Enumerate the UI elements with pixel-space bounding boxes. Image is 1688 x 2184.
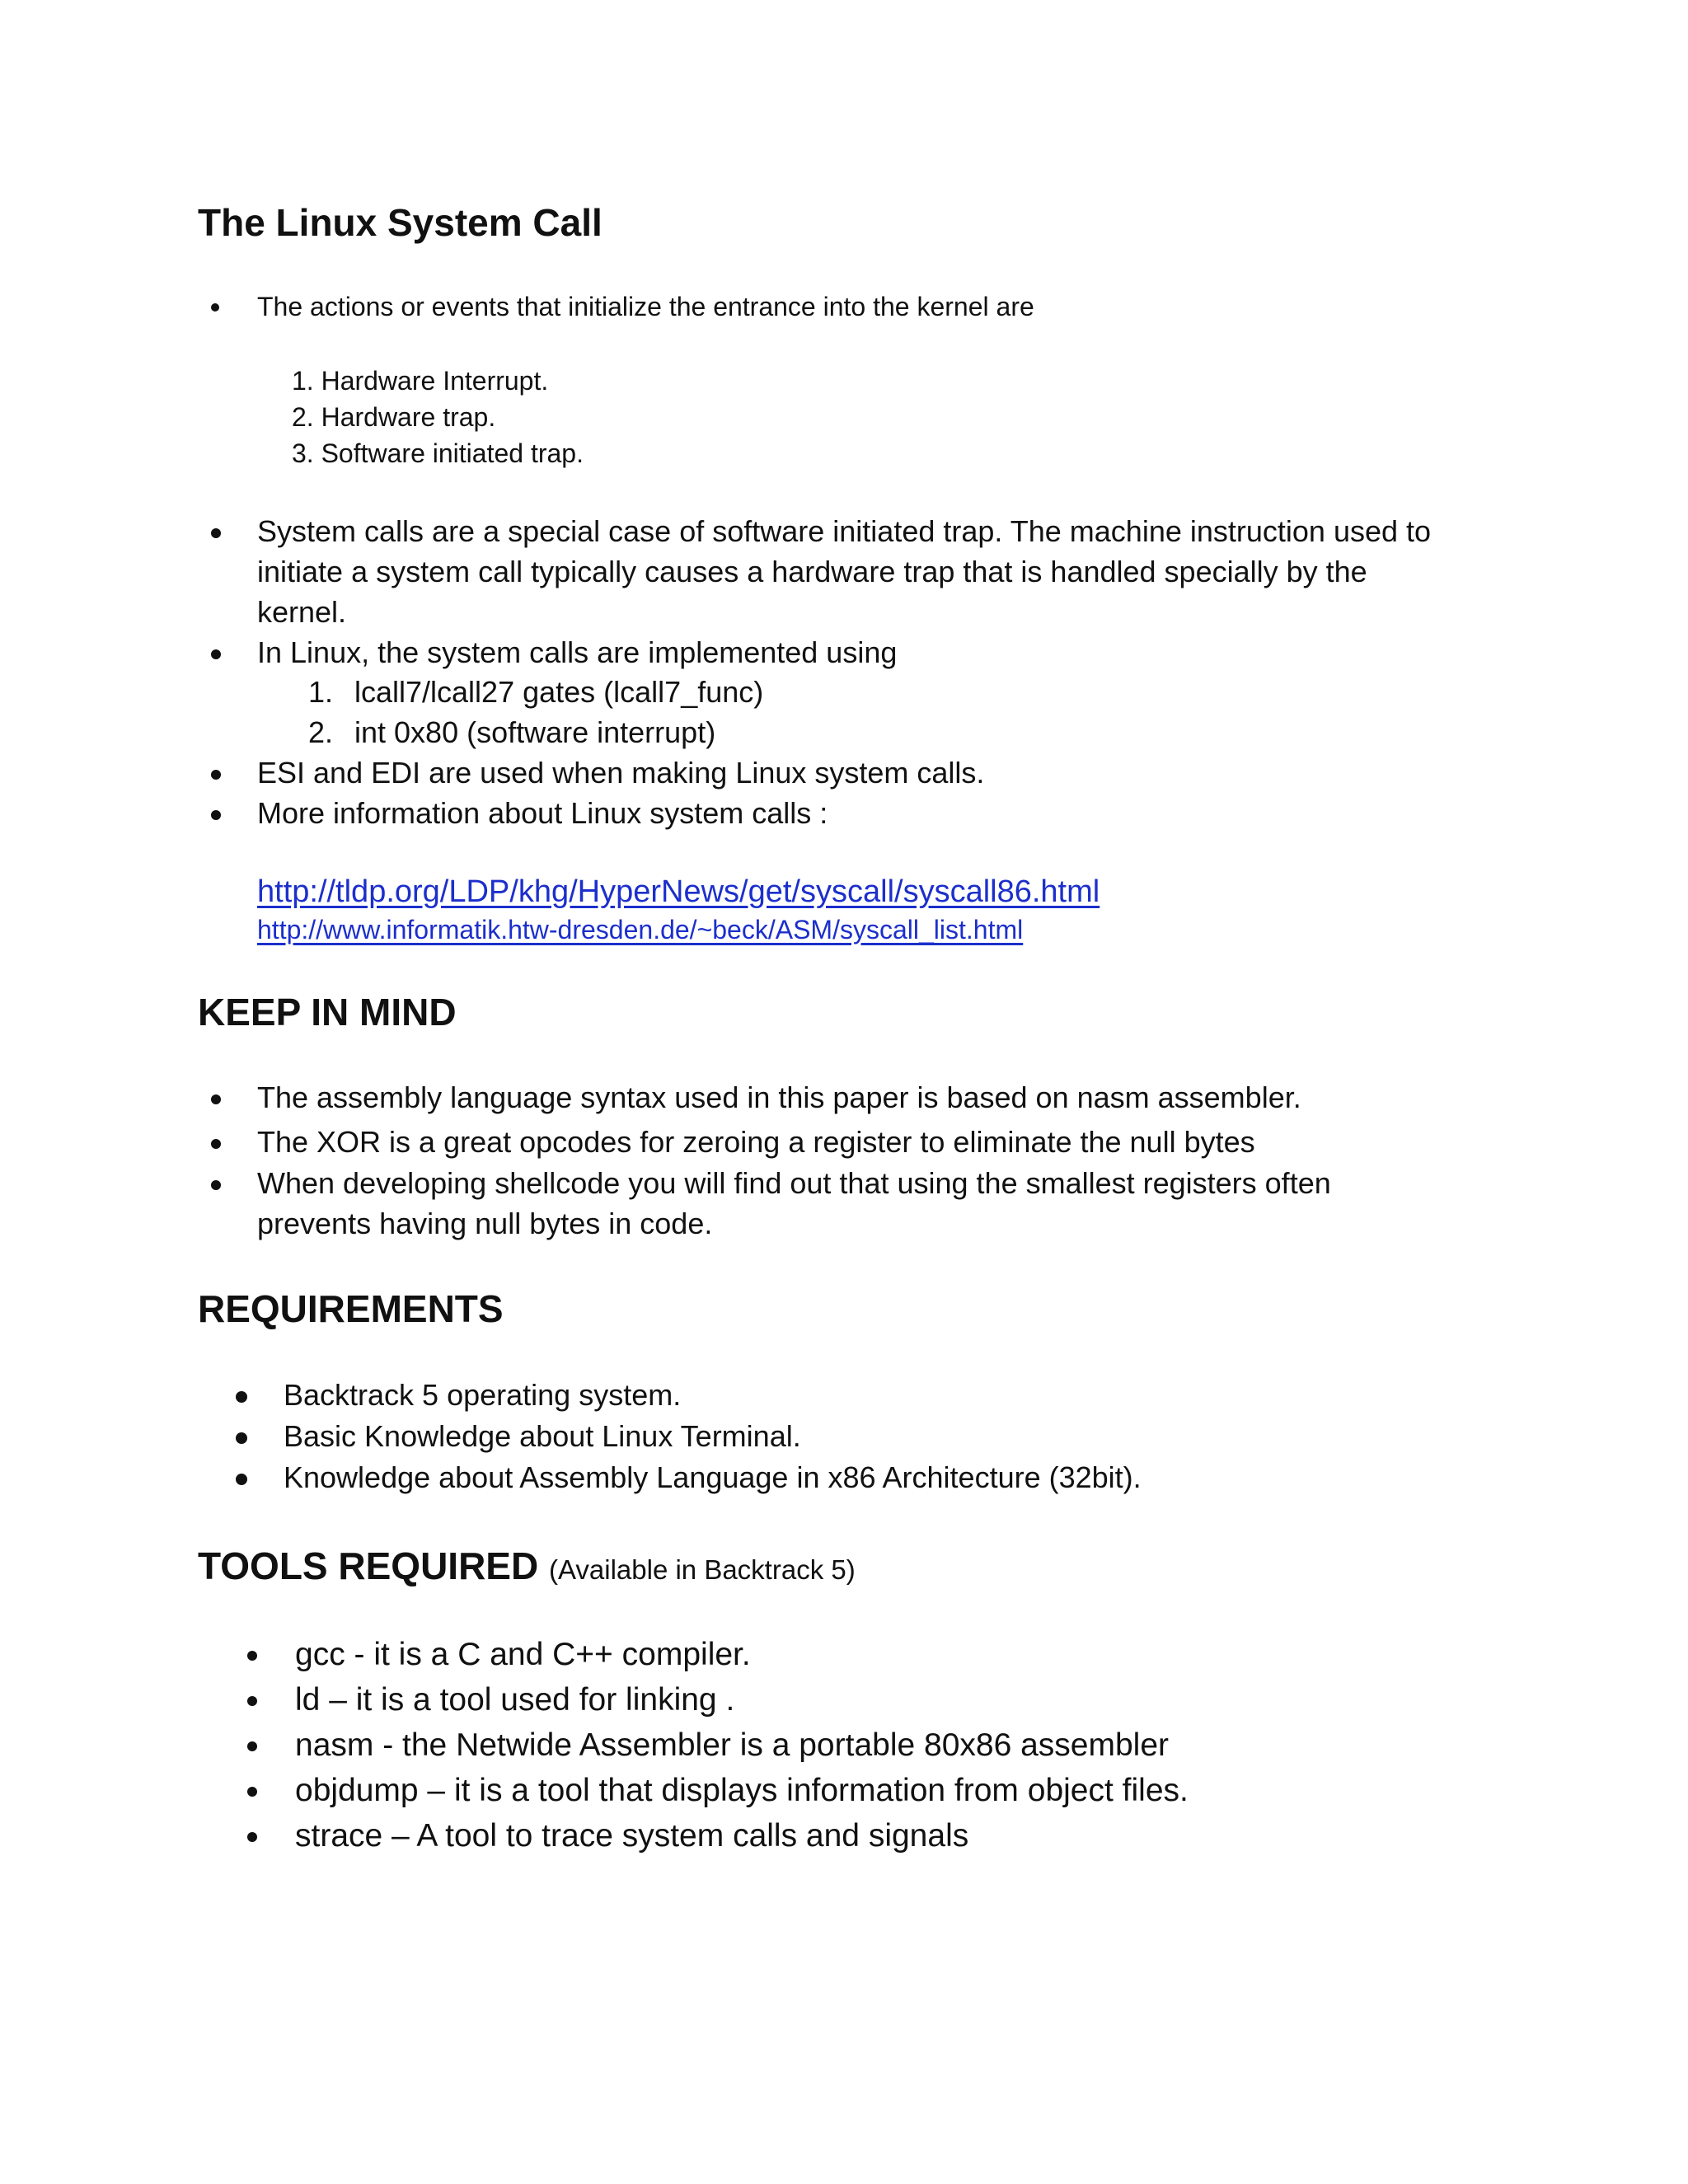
heading-keep-in-mind: KEEP IN MIND: [198, 991, 457, 1033]
bullet-icon: [211, 1094, 221, 1104]
requirement-item-2: Basic Knowledge about Linux Terminal.: [284, 1419, 801, 1453]
keep-item-3-line-1: When developing shellcode you will find out that using the smallest registers often: [257, 1166, 1331, 1200]
bullet-icon: [236, 1391, 247, 1403]
syscall-para-line-1: System calls are a special case of software initiated trap. The machine instruction used to: [257, 514, 1432, 548]
heading-requirements: REQUIREMENTS: [198, 1287, 504, 1330]
event-item-1: 1. Hardware Interrupt.: [292, 366, 549, 396]
tool-item-objdump: objdump – it is a tool that displays information from object files.: [295, 1773, 1189, 1808]
tool-item-ld: ld – it is a tool used for linking .: [295, 1682, 735, 1718]
bullet-icon: [247, 1787, 257, 1797]
tool-item-nasm: nasm - the Netwide Assembler is a portable 80x86 assembler: [295, 1727, 1170, 1763]
event-item-3: 3. Software initiated trap.: [292, 438, 584, 468]
intro-text: The actions or events that initialize the entrance into the kernel are: [257, 292, 1034, 321]
heading-tools-required: [198, 1543, 856, 1593]
event-item-2: 2. Hardware trap.: [292, 402, 496, 432]
linux-impl-text: In Linux, the system calls are implemented using: [257, 635, 898, 669]
syscall-para-line-3: kernel.: [257, 595, 347, 629]
bullet-icon: [247, 1832, 257, 1842]
tool-item-strace: strace – A tool to trace system calls and signals: [295, 1818, 969, 1854]
keep-item-1: The assembly language syntax used in this paper is based on nasm assembler.: [257, 1080, 1301, 1114]
bullet-icon: [211, 649, 221, 659]
bullet-icon: [211, 528, 221, 538]
link-informatik-syscall-list[interactable]: http://www.informatik.htw-dresden.de/~beck/ASM/syscall_list.html: [257, 915, 1024, 944]
bullet-icon: [211, 1139, 221, 1149]
bullet-icon: [236, 1474, 247, 1485]
tools-availability-note: (Available in Backtrack 5): [548, 1554, 856, 1585]
esi-edi-text: ESI and EDI are used when making Linux system calls.: [257, 756, 985, 790]
tools-title: TOOLS REQUIRED: [198, 1544, 539, 1587]
more-info-text: More information about Linux system calls :: [257, 796, 828, 830]
bullet-icon: [211, 1180, 221, 1190]
bullet-icon: [247, 1651, 257, 1661]
requirement-item-1: Backtrack 5 operating system.: [284, 1378, 682, 1412]
bullet-icon: [211, 810, 221, 820]
syscall-para-line-2: initiate a system call typically causes a hardware trap that is handled specially by the: [257, 555, 1367, 588]
bullet-icon: [211, 303, 219, 312]
requirement-item-3: Knowledge about Assembly Language in x86 Architecture (32bit).: [284, 1460, 1142, 1494]
method-number-2: 2.: [308, 715, 334, 749]
method-text-2: int 0x80 (software interrupt): [354, 715, 716, 749]
method-text-1: lcall7/lcall27 gates (lcall7_func): [354, 675, 764, 709]
keep-item-2: The XOR is a great opcodes for zeroing a register to eliminate the null bytes: [257, 1125, 1255, 1159]
method-number-1: 1.: [308, 675, 334, 709]
tool-item-gcc: gcc - it is a C and C++ compiler.: [295, 1637, 751, 1672]
bullet-icon: [247, 1741, 257, 1751]
bullet-icon: [247, 1696, 257, 1706]
keep-item-3-line-2: prevents having null bytes in code.: [257, 1207, 713, 1240]
link-tldp-syscall86[interactable]: http://tldp.org/LDP/khg/HyperNews/get/syscall/syscall86.html: [257, 874, 1100, 909]
heading-linux-system-call: The Linux System Call: [198, 201, 603, 244]
bullet-icon: [211, 770, 221, 780]
bullet-icon: [236, 1432, 247, 1444]
